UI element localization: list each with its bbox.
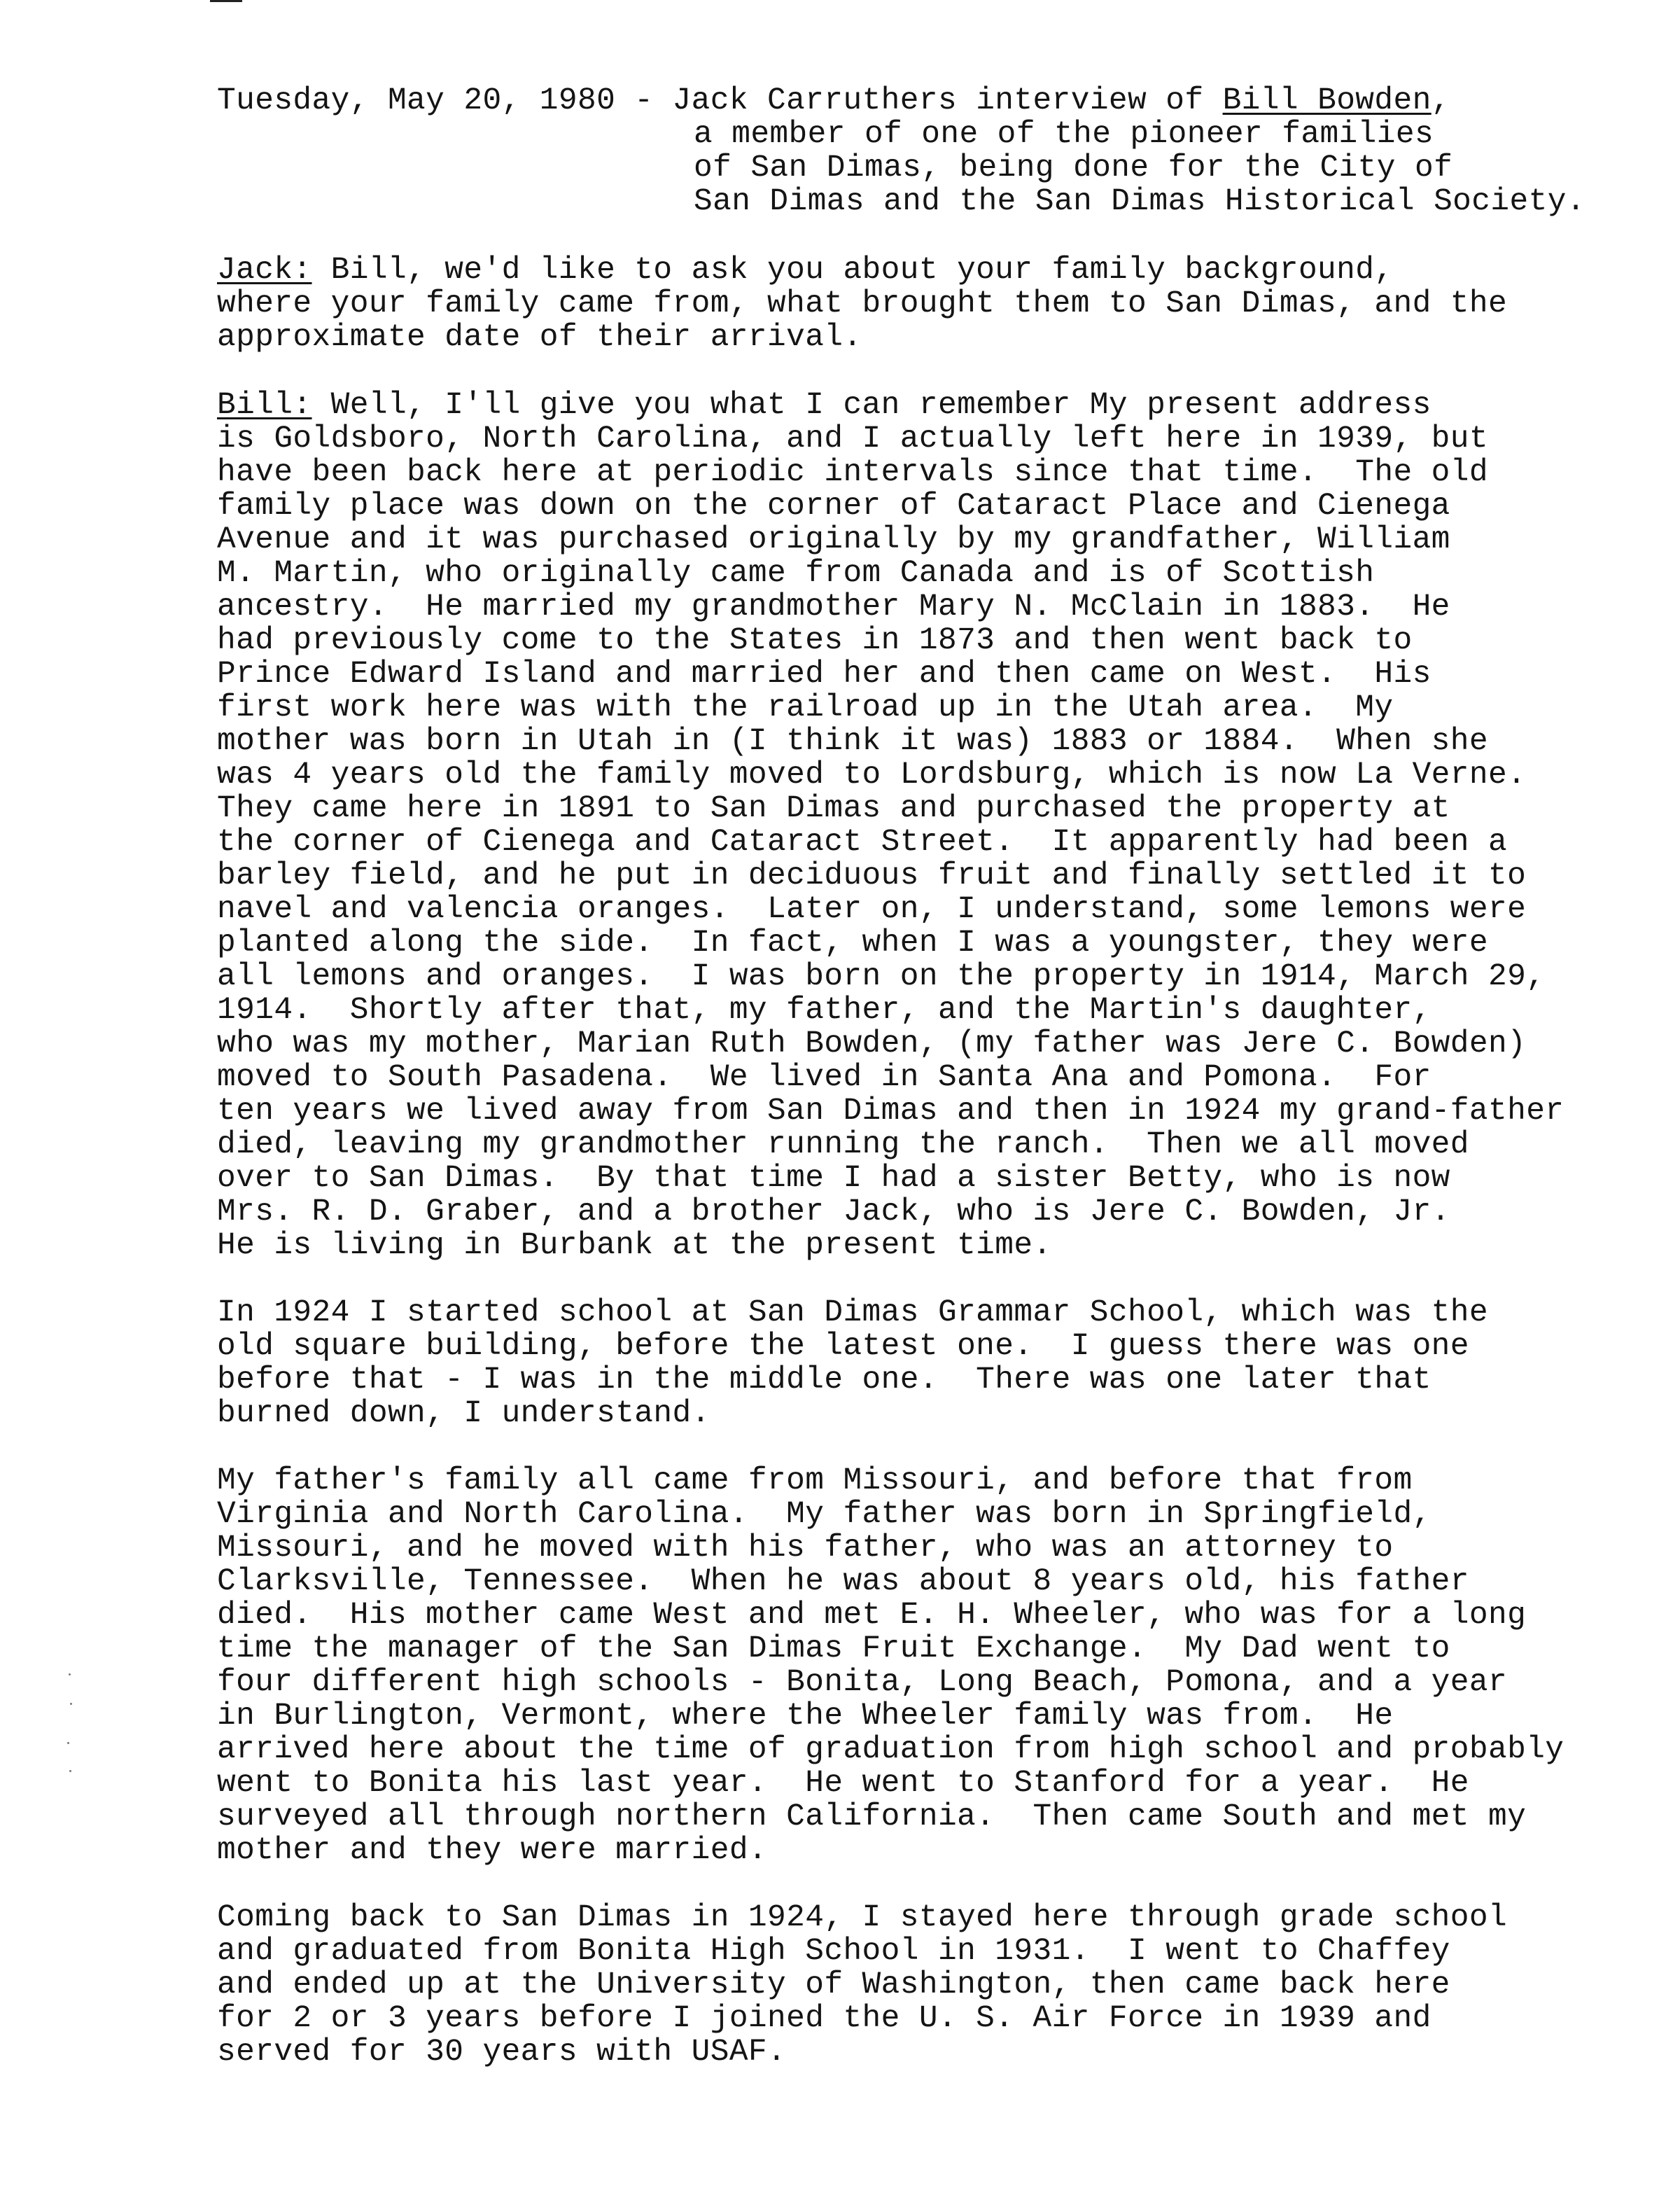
bill-answer-line: is Goldsboro, North Carolina, and I actually left here in 1939, but xyxy=(217,421,1488,457)
paragraph-line: in Burlington, Vermont, where the Wheeler family was from. He xyxy=(217,1699,1394,1734)
bill-answer-line: He is living in Burbank at the present time. xyxy=(217,1228,1052,1263)
scan-speck xyxy=(69,1673,71,1675)
header-line: San Dimas and the San Dimas Historical Society. xyxy=(694,184,1586,219)
bill-answer-line: moved to South Pasadena. We lived in Santa Ana and Pomona. For xyxy=(217,1060,1432,1095)
paragraph-line: Coming back to San Dimas in 1924, I stayed here through grade school xyxy=(217,1900,1508,1935)
bill-answer-line: was 4 years old the family moved to Lordsburg, which is now La Verne. xyxy=(217,758,1527,793)
header-line: Tuesday, May 20, 1980 - Jack Carruthers interview of Bill Bowden, xyxy=(217,83,1450,118)
paragraph-line: for 2 or 3 years before I joined the U. S. Air Force in 1939 and xyxy=(217,2001,1432,2036)
bill-answer-line: who was my mother, Marian Ruth Bowden, (my father was Jere C. Bowden) xyxy=(217,1026,1527,1061)
jack-question-line: Jack: Bill, we'd like to ask you about your family background, xyxy=(217,253,1394,288)
bill-answer-line: M. Martin, who originally came from Canada and is of Scottish xyxy=(217,556,1375,591)
bill-answer-line: navel and valencia oranges. Later on, I understand, some lemons were xyxy=(217,892,1527,927)
speaker-label-jack: Jack: xyxy=(217,253,312,288)
jack-question-line: approximate date of their arrival. xyxy=(217,320,862,355)
paragraph-line: mother and they were married. xyxy=(217,1833,768,1868)
interviewee-name: Bill Bowden xyxy=(1222,83,1432,118)
bill-answer-line: They came here in 1891 to San Dimas and purchased the property at xyxy=(217,791,1450,826)
bill-answer-line: ten years we lived away from San Dimas and then in 1924 my grand-father xyxy=(217,1094,1564,1129)
bill-answer-line: Bill: Well, I'll give you what I can remember My present address xyxy=(217,388,1432,423)
bill-answer-line: ancestry. He married my grandmother Mary N. McClain in 1883. He xyxy=(217,590,1450,625)
paragraph-line: served for 30 years with USAF. xyxy=(217,2035,787,2070)
scan-speck xyxy=(67,1742,69,1744)
paragraph-line: In 1924 I started school at San Dimas Grammar School, which was the xyxy=(217,1295,1488,1330)
bill-answer-line: the corner of Cienega and Cataract Street. It apparently had been a xyxy=(217,825,1508,860)
bill-answer-line: first work here was with the railroad up in the Utah area. My xyxy=(217,690,1394,725)
paragraph-line: arrived here about the time of graduation from high school and probably xyxy=(217,1732,1564,1767)
scan-speck xyxy=(70,1703,72,1705)
bill-answer-line: died, leaving my grandmother running the ranch. Then we all moved xyxy=(217,1127,1469,1162)
paragraph-line: went to Bonita his last year. He went to Stanford for a year. He xyxy=(217,1766,1469,1801)
paragraph-line: and graduated from Bonita High School in 1931. I went to Chaffey xyxy=(217,1934,1450,1969)
bill-answer-line: all lemons and oranges. I was born on the property in 1914, March 29, xyxy=(217,959,1546,994)
bill-answer-line: Mrs. R. D. Graber, and a brother Jack, who is Jere C. Bowden, Jr. xyxy=(217,1194,1450,1229)
header-line: a member of one of the pioneer families xyxy=(694,117,1434,152)
paragraph-line: and ended up at the University of Washington, then came back here xyxy=(217,1967,1450,2002)
paragraph-line: Clarksville, Tennessee. When he was about 8 years old, his father xyxy=(217,1564,1469,1599)
top-edge-mark xyxy=(210,0,242,2)
paragraph-line: old square building, before the latest one. I guess there was one xyxy=(217,1329,1469,1364)
interview-date: Tuesday, May 20, 1980 xyxy=(217,83,616,118)
bill-answer-line: Prince Edward Island and married her and then came on West. His xyxy=(217,657,1432,692)
paragraph-line: died. His mother came West and met E. H. Wheeler, who was for a long xyxy=(217,1598,1527,1633)
paragraph-line: before that - I was in the middle one. There was one later that xyxy=(217,1363,1432,1398)
bill-answer-line: barley field, and he put in deciduous fruit and finally settled it to xyxy=(217,858,1527,893)
bill-answer-line: Avenue and it was purchased originally by my grandfather, William xyxy=(217,522,1450,557)
paragraph-line: Missouri, and he moved with his father, who was an attorney to xyxy=(217,1531,1394,1566)
jack-question-line: where your family came from, what brought them to San Dimas, and the xyxy=(217,286,1508,321)
speaker-label-bill: Bill: xyxy=(217,388,312,423)
paragraph-line: four different high schools - Bonita, Long Beach, Pomona, and a year xyxy=(217,1665,1508,1700)
bill-answer-line: over to San Dimas. By that time I had a sister Betty, who is now xyxy=(217,1161,1450,1196)
bill-answer-line: 1914. Shortly after that, my father, and the Martin's daughter, xyxy=(217,993,1432,1028)
paragraph-line: Virginia and North Carolina. My father was born in Springfield, xyxy=(217,1497,1432,1532)
header-title: Jack Carruthers interview of xyxy=(672,83,1223,118)
paragraph-line: My father's family all came from Missouri, and before that from xyxy=(217,1463,1413,1498)
paragraph-line: surveyed all through northern California. Then came South and met my xyxy=(217,1799,1527,1834)
bill-answer-line: have been back here at periodic intervals since that time. The old xyxy=(217,455,1488,490)
paragraph-line: time the manager of the San Dimas Fruit Exchange. My Dad went to xyxy=(217,1631,1450,1666)
bill-answer-line: planted along the side. In fact, when I was a youngster, they were xyxy=(217,926,1488,961)
paragraph-line: burned down, I understand. xyxy=(217,1396,710,1431)
bill-answer-line: family place was down on the corner of Cataract Place and Cienega xyxy=(217,489,1450,524)
header-line: of San Dimas, being done for the City of xyxy=(694,151,1453,186)
bill-answer-line: had previously come to the States in 1873 and then went back to xyxy=(217,623,1413,658)
bill-answer-line: mother was born in Utah in (I think it was) 1883 or 1884. When she xyxy=(217,724,1488,759)
scan-speck xyxy=(69,1770,71,1772)
